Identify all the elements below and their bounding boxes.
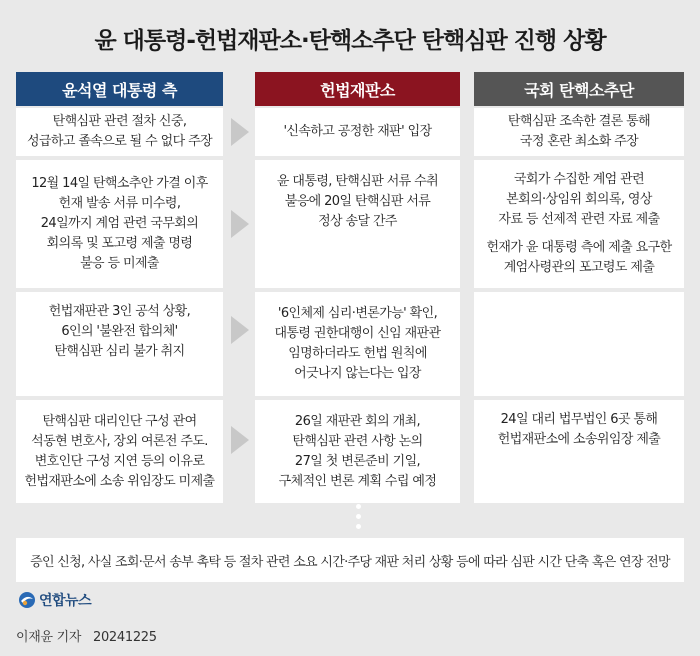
text-line: 임명하더라도 헌법 원칙에 (288, 346, 427, 361)
yonhap-logo-icon (18, 591, 36, 609)
text-line: 12월 14일 탄핵소추안 가결 이후 (31, 176, 208, 191)
text-line: 대통령 권한대행이 신임 재판관 (274, 326, 441, 341)
text-line: 구체적인 변론 계획 수립 예정 (278, 473, 437, 489)
text-line: 헌재가 윤 대통령 측에 제출 요구한 (486, 240, 672, 255)
text-line: 헌법재판관 3인 공석 상황, (48, 304, 191, 319)
cell-president-row4 (16, 400, 223, 503)
column-header-prosecution: 국회 탄핵소추단 (474, 72, 684, 106)
cell-court-row3 (255, 292, 460, 396)
text-line: 회의록 및 포고령 제출 명령 (46, 236, 193, 251)
arrow-right-icon (231, 426, 249, 454)
cell-president-row2 (16, 160, 223, 288)
column-header-court: 헌법재판소 (255, 72, 460, 106)
text-line: 본회의·상임위 회의록, 영상 (506, 192, 652, 207)
dot (356, 524, 361, 529)
text-line: 탄핵심판 대리인단 구성 관여 (42, 413, 197, 429)
column-header-president: 윤석열 대통령 측 (16, 72, 223, 106)
text-line: 변호인단 구성 지연 등의 이유로 (34, 453, 205, 469)
credit-line (16, 626, 165, 645)
text-line: 계엄사령관의 포고령도 제출 (503, 260, 655, 275)
outlook-box: 증인 신청, 사실 조회·문서 송부 촉탁 등 절차 관련 소요 시간·주당 재판 처리 상황 등에 따라 심판 시간 단축 혹은 연장 전망 (16, 538, 684, 582)
text-line: 석동현 변호사, 장외 여론전 주도. (31, 433, 208, 449)
text-line: '6인체제 심리·변론가능' 확인, (277, 306, 438, 321)
text-line: '신속하고 공정한 재판' 입장 (283, 124, 432, 139)
arrow-right-icon (231, 118, 249, 146)
text-line: 헌재 발송 서류 미수령, (58, 196, 181, 211)
text-line: 탄핵심판 조속한 결론 통해 (507, 114, 651, 129)
cell-court-row2 (255, 160, 460, 288)
dot (356, 504, 361, 509)
text-line: 헌법재판소에 소송 위임장도 미제출 (24, 473, 215, 489)
text-line: 6인의 '불완전 합의체' (61, 324, 178, 339)
cell-court-row4 (255, 400, 460, 503)
text-line: 국회가 수집한 계엄 관련 (513, 172, 645, 187)
credit-date: 20241225 (92, 630, 157, 645)
cell-president-row3 (16, 292, 223, 396)
text-line: 어긋나지 않는다는 입장 (294, 366, 421, 381)
text-line: 정상 송달 간주 (318, 214, 397, 229)
text-line: 윤 대통령, 탄핵심판 서류 수취 (276, 174, 439, 189)
text-line: 성급하고 졸속으로 될 수 없다 주장 (26, 134, 213, 149)
text-line: 자료 등 선제적 관련 자료 제출 (498, 212, 660, 227)
cell-court-row1 (255, 108, 460, 156)
page-title: 윤 대통령-헌법재판소·탄핵소추단 탄핵심판 진행 상황 (94, 28, 606, 54)
logo-text: 연합뉴스 (39, 593, 92, 609)
dot (356, 514, 361, 519)
text-line: 국정 혼란 최소화 주장 (519, 134, 639, 149)
arrow-right-icon (231, 210, 249, 238)
text-line: 탄핵심판 관련 사항 논의 (292, 433, 423, 449)
text-line: 24일까지 계엄 관련 국무회의 (40, 216, 199, 231)
cell-prosecution-row4 (474, 400, 684, 503)
yonhap-logo (18, 589, 91, 611)
arrow-right-icon (231, 316, 249, 344)
credit-author: 이재윤 기자 (16, 630, 82, 645)
continuation-dots-icon (354, 504, 362, 534)
cell-prosecution-row3-empty (474, 292, 684, 396)
cell-prosecution-row2 (474, 160, 684, 288)
cell-president-row1 (16, 108, 223, 156)
text-line: 헌법재판소에 소송위임장 제출 (497, 432, 661, 447)
text-line: 24일 대리 법무법인 6곳 통해 (500, 412, 658, 427)
text-line: 탄핵심판 관련 절차 신중, (52, 114, 187, 129)
text-line: 27일 첫 변론준비 기일, (294, 453, 421, 469)
text-line: 불응에 20일 탄핵심판 서류 (284, 194, 431, 209)
text-line: 탄핵심판 심리 불가 취지 (54, 344, 185, 359)
text-line: 불응 등 미제출 (80, 256, 159, 271)
text-line: 26일 재판관 회의 개최, (294, 413, 421, 429)
cell-prosecution-row1 (474, 108, 684, 156)
